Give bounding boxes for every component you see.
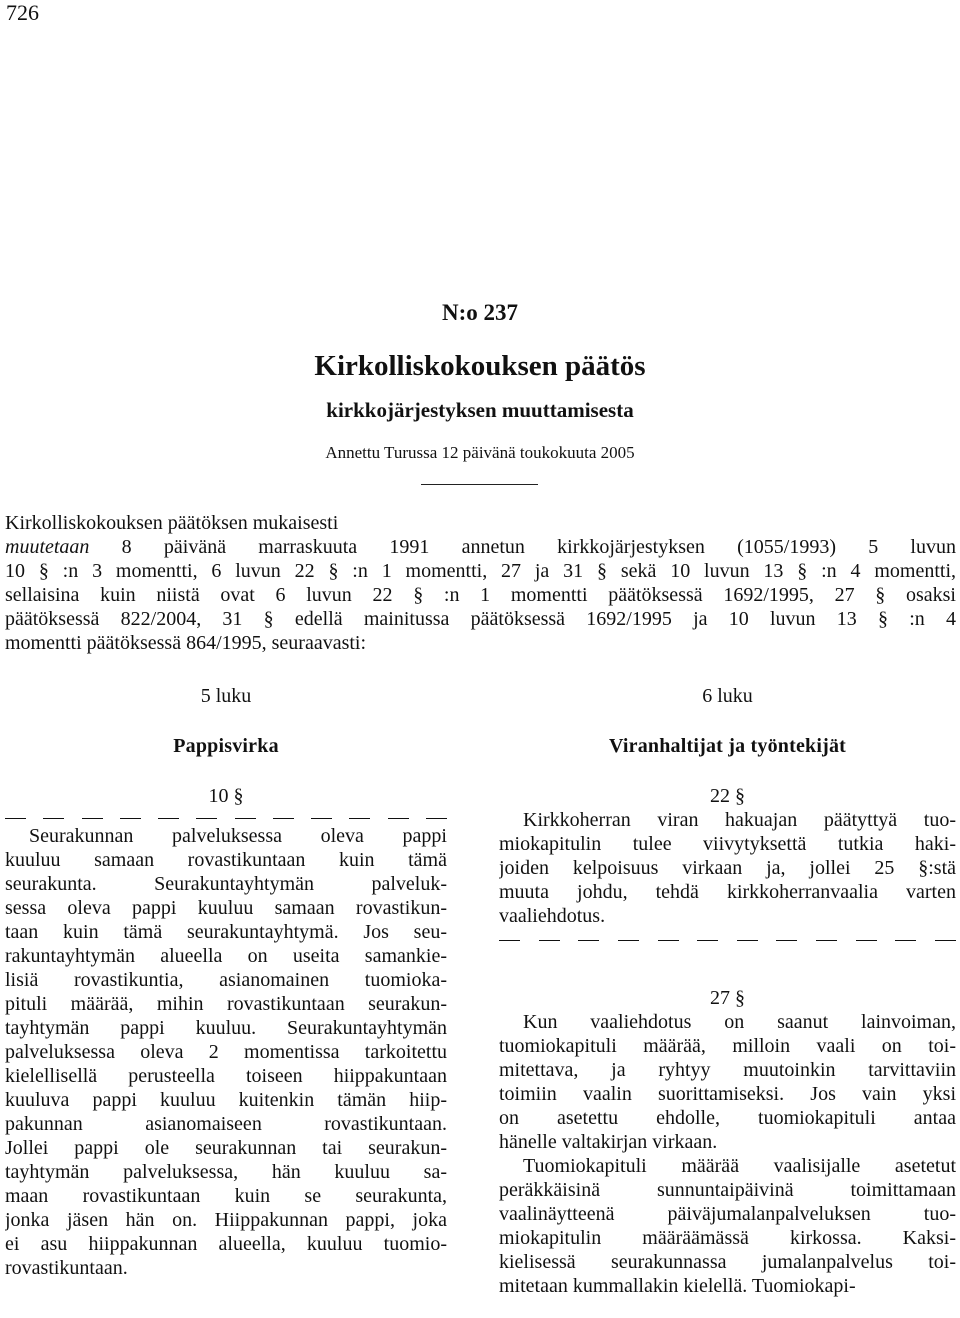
paragraph-line: toimiin vaalin suorittamiseksi. Jos vain yksi (499, 1083, 956, 1105)
intro-line: päätöksessä 822/2004, 31 § edellä mainitussa päätöksessä 1692/1995 ja 10 luvun 13 § :n 4 (5, 608, 956, 630)
paragraph-line: Tuomiokapituli määrää vaalisijalle asetetut (523, 1155, 956, 1177)
left-column (5, 680, 447, 1280)
paragraph-line: tuomiokapituli määrää, milloin vaali on toi- (499, 1035, 956, 1057)
paragraph-line: mitettava, ja ryhtyy muutoinkin tarvittaviin (499, 1059, 956, 1081)
section-paragraph (499, 1154, 956, 1298)
paragraph-line: tayhtymän pappi kuuluu. Seurakuntayhtymän (5, 1017, 447, 1039)
omission-dash (856, 940, 877, 946)
paragraph-line: sessa oleva pappi kuuluu samaan rovastikun- (5, 897, 447, 919)
document-subtitle: kirkkojärjestyksen muuttamisesta (326, 398, 634, 422)
paragraph-line: kielellisellä perusteella toiseen hiippakuntaan (5, 1065, 447, 1087)
paragraph-line: vaalinäytteenä päiväjumalanpalveluksen tuo- (499, 1203, 956, 1225)
paragraph-line: seurakunta. Seurakuntayhtymän palveluk- (5, 873, 447, 895)
paragraph-line: muuta johdu, tehdä kirkkoherranvaalia varten (499, 881, 956, 903)
section-paragraph (499, 1010, 956, 1154)
section-number: 10 § (208, 785, 244, 807)
paragraph-line: Kun vaaliehdotus on saanut lainvoiman, (523, 1011, 956, 1033)
section-paragraph (499, 808, 956, 928)
omission-dash (935, 940, 956, 946)
omission-dashes (5, 810, 447, 824)
paragraph-line: mitetaan kummallakin kielellä. Tuomiokapi- (499, 1275, 856, 1297)
omission-dash (737, 940, 758, 946)
paragraph-line: palveluksessa oleva 2 momentissa tarkoitettu (5, 1041, 447, 1063)
omission-dash (776, 940, 797, 946)
chapter-title: Viranhaltijat ja työntekijät (608, 735, 847, 757)
section-number: 22 § (710, 785, 745, 807)
intro-line-emphasized (5, 535, 956, 559)
intro-line: sellaisina kuin niistä ovat 6 luvun 22 § :n 1 momentti päätöksessä 1692/1995, 27 § osaksi (5, 584, 956, 606)
intro-line: 10 § :n 3 momentti, 6 luvun 22 § :n 1 momentti, 27 ja 31 § sekä 10 luvun 13 § :n 4 momentti, (5, 560, 956, 582)
omission-dash (618, 940, 639, 946)
paragraph-line: on asetettu ehdolle, tuomiokapituli antaa (499, 1107, 956, 1129)
paragraph-line: jonka jäsen hän on. Hiippakunnan pappi, joka (5, 1209, 447, 1231)
intro-line: momentti päätöksessä 864/1995, seuraavasti: (5, 632, 367, 654)
paragraph-line: kuuluu samaan rovastikuntaan kuin tämä (5, 849, 447, 871)
document-title: Kirkolliskokouksen päätös (314, 350, 646, 382)
intro-line-rest: 8 päivänä marraskuuta 1991 annetun kirkkojärjestyksen (1055/1993) 5 luvun (89, 536, 956, 558)
chapter-heading: 6 luku (702, 685, 753, 707)
paragraph-line: joiden kelpoisuus virkaan ja, jollei 25 §:stä (499, 857, 956, 879)
paragraph-line: tayhtymän palveluksessa, hän kuuluu sa- (5, 1161, 447, 1183)
omission-dash (895, 940, 916, 946)
paragraph-line: pituli määrää, mihin rovastikuntaan seurakun- (5, 993, 447, 1015)
paragraph-line: rovastikuntaan. (5, 1257, 128, 1279)
emphasis-word: muutetaan (5, 536, 90, 558)
omission-dash (658, 940, 679, 946)
paragraph-line: miokapitulin määräämässä kirkossa. Kaksi- (499, 1227, 956, 1249)
paragraph-line: peräkkäisinä sunnuntaipäivinä toimittamaan (499, 1179, 956, 1201)
omission-dash (499, 940, 520, 946)
right-column (499, 680, 956, 1298)
paragraph-line: lisiä rovastikuntia, asianomainen tuomioka- (5, 969, 447, 991)
paragraph-line: ei asu hiippakunnan alueella, kuuluu tuomio- (5, 1233, 447, 1255)
document-date-line: Annettu Turussa 12 päivänä toukokuuta 2005 (325, 443, 635, 462)
title-divider (421, 484, 538, 485)
section-number: 27 § (710, 987, 745, 1009)
page-number: 726 (6, 0, 39, 25)
chapter-title: Pappisvirka (173, 735, 279, 757)
omission-dash (5, 818, 26, 824)
section-paragraph (5, 824, 447, 1280)
document-number: N:o 237 (441, 300, 519, 325)
paragraph-line: miokapitulin tulee viivytyksettä tutkia haki- (499, 833, 956, 855)
paragraph-line: kuuluva pappi kuuluu kuitenkin tämän hiip- (5, 1089, 447, 1111)
omission-dash (697, 940, 718, 946)
paragraph-line: vaaliehdotus. (499, 905, 606, 927)
paragraph-line: kielisessä seurakunnassa jumalanpalvelus toi- (499, 1251, 956, 1273)
paragraph-line: Seurakunnan palveluksessa oleva pappi (29, 825, 447, 847)
omission-dash (816, 940, 837, 946)
chapter-heading: 5 luku (200, 685, 252, 707)
omission-dashes (499, 932, 956, 946)
omission-dash (578, 940, 599, 946)
paragraph-line: maan rovastikuntaan kuin se seurakunta, (5, 1185, 447, 1207)
paragraph-line: hänelle valtakirjan virkaan. (499, 1131, 718, 1153)
intro-line: Kirkolliskokouksen päätöksen mukaisesti (5, 512, 339, 534)
intro-paragraph (5, 511, 956, 655)
paragraph-line: pakunnan asianomaiseen rovastikuntaan. (5, 1113, 447, 1135)
paragraph-line: taan kuin tämä seurakuntayhtymä. Jos seu- (5, 921, 447, 943)
paragraph-line: Kirkkoherran viran hakuajan päätyttyä tuo- (523, 809, 956, 831)
paragraph-line: rakuntayhtymän alueella on useita samankie- (5, 945, 447, 967)
omission-dash (539, 940, 560, 946)
paragraph-line: Jollei pappi ole seurakunnan tai seurakun- (5, 1137, 447, 1159)
